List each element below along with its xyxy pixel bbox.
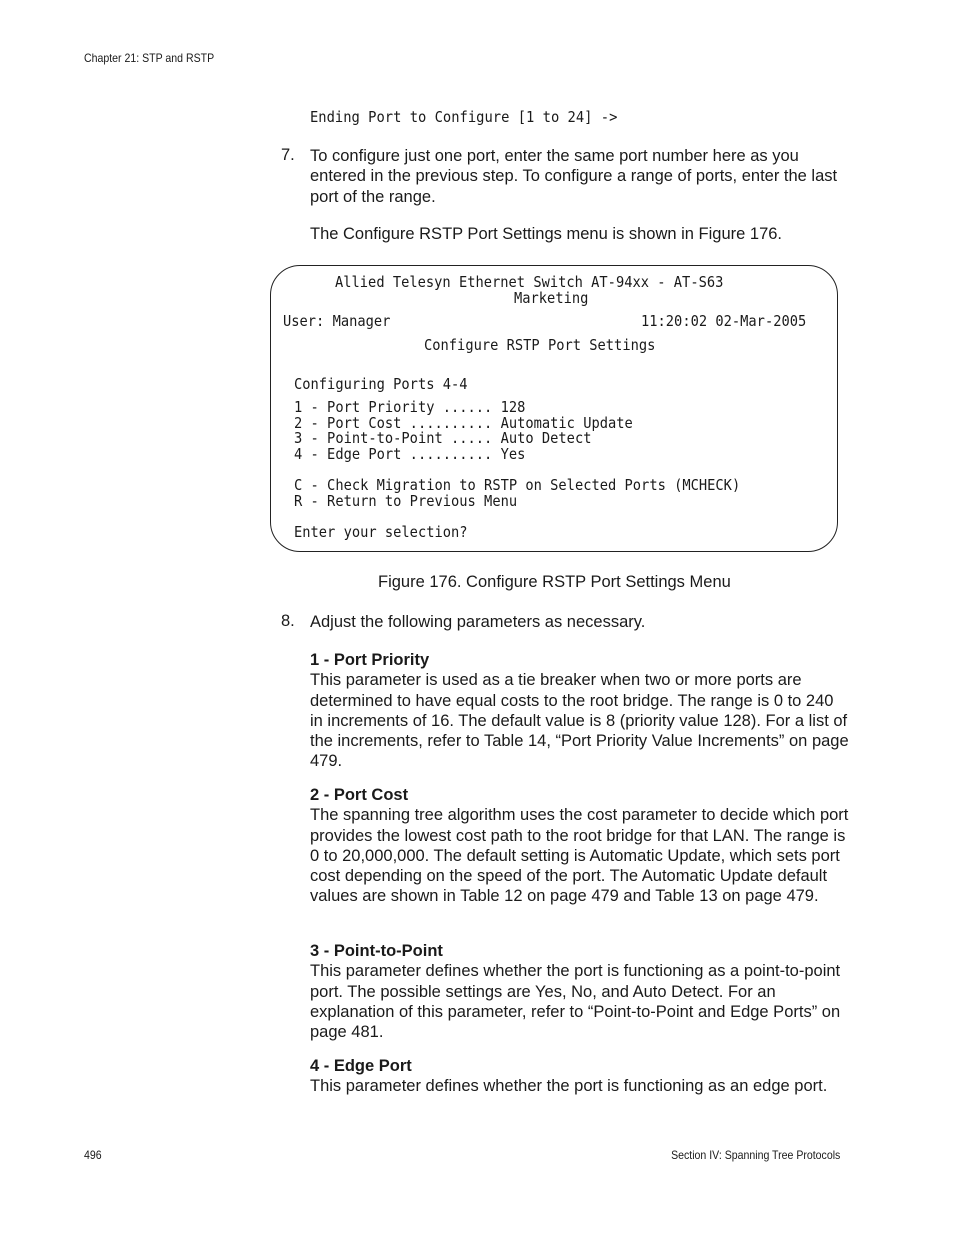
param-edge-port [310, 1056, 855, 1097]
step-text: Adjust the following parameters as necessary. [310, 613, 646, 631]
step-number: 7. [281, 146, 295, 164]
param-body: The spanning tree algorithm uses the cost parameter to decide which port provides the lowest cost path to the root bridge for that LAN. The range is 0 to 20,000,000. The default setting is Automatic Update, which sets port cost depending on the speed of the port. The Automatic Update default values are shown in Table 12 on page 479 and Table 13 on page 479. [310, 806, 849, 906]
screen-datetime: 11:20:02 02-Mar-2005 [641, 312, 807, 330]
screen-title-line2: Marketing [514, 289, 589, 307]
step-text: To configure just one port, enter the same port number here as you entered in the previous step. To configure a range of ports, enter the last port of the range. [310, 147, 838, 206]
screen-configuring: Configuring Ports 4-4 [294, 375, 468, 393]
code-prompt: Ending Port to Configure [1 to 24] -> [310, 108, 618, 126]
param-body: This parameter is used as a tie breaker when two or more ports are determined to have equal costs to the root bridge. The range is 0 to 240 in increments of 16. The default value is 8 (priority value 128). For a list of the increments, refer to Table 14, “Port Priority Value Increments” on page 479. [310, 671, 849, 771]
menu-item-port-cost: 2 - Port Cost .......... Automatic Update [294, 414, 633, 432]
screen-title-line1: Allied Telesyn Ethernet Switch AT-94xx - AT-S63 [335, 273, 724, 291]
menu-action-return: R - Return to Previous Menu [294, 492, 518, 510]
param-point-to-point [310, 941, 850, 1042]
menu-item-edge-port: 4 - Edge Port .......... Yes [294, 445, 526, 463]
param-body: This parameter defines whether the port is functioning as an edge port. [310, 1077, 828, 1096]
figure-caption: Figure 176. Configure RSTP Port Settings Menu [378, 573, 731, 591]
menu-item-port-priority: 1 - Port Priority ...... 128 [294, 398, 526, 416]
step-number: 8. [281, 612, 295, 630]
param-body: This parameter defines whether the port is functioning as a point-to-point port. The possible settings are Yes, No, and Auto Detect. For an explanation of this parameter, refer to “Point-to-Point and Edge Ports” on page 481. [310, 962, 841, 1042]
menu-item-point-to-point: 3 - Point-to-Point ..... Auto Detect [294, 429, 592, 447]
param-heading: 2 - Port Cost [310, 786, 409, 804]
param-heading: 1 - Port Priority [310, 651, 430, 669]
screen-user: User: Manager [283, 312, 391, 330]
terminal-screen-figure [270, 265, 838, 552]
param-heading: 4 - Edge Port [310, 1057, 412, 1075]
param-port-priority [310, 650, 850, 772]
running-header: Chapter 21: STP and RSTP [84, 51, 215, 65]
running-footer: Section IV: Spanning Tree Protocols [670, 1148, 840, 1162]
screen-menu-title: Configure RSTP Port Settings [424, 336, 656, 354]
param-port-cost [310, 785, 850, 907]
menu-action-mcheck: C - Check Migration to RSTP on Selected Ports (MCHECK) [294, 476, 741, 494]
page-number: 496 [84, 1148, 102, 1162]
param-heading: 3 - Point-to-Point [310, 942, 443, 960]
step-followup: The Configure RSTP Port Settings menu is shown in Figure 176. [310, 225, 783, 243]
screen-prompt: Enter your selection? [294, 523, 468, 541]
